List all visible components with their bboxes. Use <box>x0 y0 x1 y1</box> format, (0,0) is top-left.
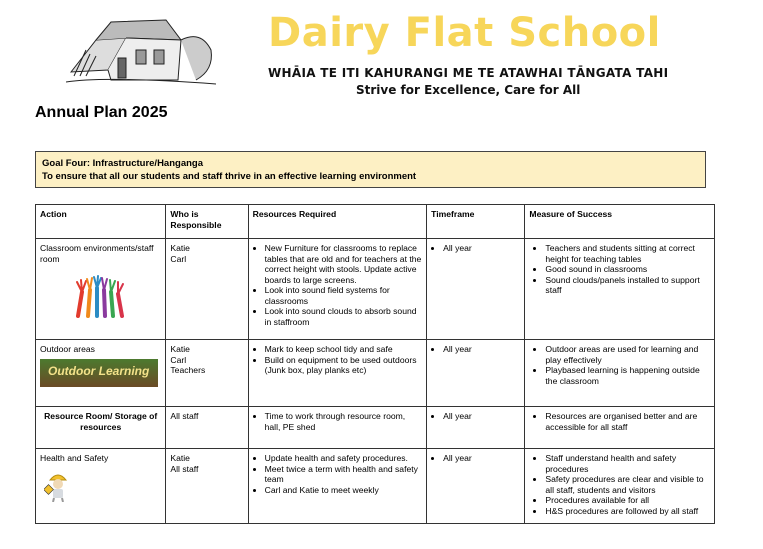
list-item: • Meet twice a term with health and safety team <box>265 464 423 485</box>
who-name: Carl <box>170 354 187 365</box>
resources-list <box>253 453 423 495</box>
list-item: • Teachers and students sitting at correct height for teaching tables <box>545 243 710 264</box>
list-item: • Update health and safety procedures. <box>265 453 423 464</box>
resources-list <box>253 411 423 432</box>
success-list <box>529 344 710 386</box>
list-item: • Good sound in classrooms <box>545 264 710 275</box>
list-item: • Sound clouds/panels installed to support staff <box>545 275 710 296</box>
header-who: Who is Responsible <box>166 205 248 239</box>
banner-label: Outdoor Learning <box>48 363 150 378</box>
action-cell: Resource Room/ Storage of resources <box>36 407 166 449</box>
success-cell <box>525 407 715 449</box>
resources-list <box>253 243 423 327</box>
who-name: Katie <box>170 243 190 253</box>
goal-description: To ensure that all our students and staff thrive in an effective learning environment <box>42 171 417 182</box>
who-name: Teachers <box>170 365 206 375</box>
success-list <box>529 411 710 432</box>
page-title: Annual Plan 2025 <box>35 104 168 121</box>
action-cell <box>36 239 166 340</box>
goal-box <box>35 151 706 188</box>
who-name: All staff <box>170 463 199 474</box>
school-motto-english: Strive for Excellence, Care for All <box>356 83 581 97</box>
resources-cell <box>248 407 427 449</box>
success-list <box>529 453 710 516</box>
list-item: • Resources are organised better and are accessible for all staff <box>545 411 710 432</box>
list-item: • Look into sound clouds to absorb sound in staffroom <box>265 306 423 327</box>
school-house-logo <box>66 10 216 90</box>
action-text: Health and Safety <box>40 453 109 463</box>
goal-heading: Goal Four: Infrastructure/Hanganga <box>42 158 203 169</box>
success-cell <box>525 449 715 524</box>
action-text: Outdoor areas <box>40 344 95 354</box>
table-row <box>36 449 715 524</box>
table-row <box>36 340 715 407</box>
raised-hands-image <box>70 272 130 318</box>
school-motto-maori: WHĀIA TE ITI KAHURANGI ME TE ATAWHAI TĀNGATA TAHI <box>268 66 669 80</box>
who-name: Katie <box>170 453 190 463</box>
list-item: • Safety procedures are clear and visible to all staff, students and visitors <box>545 474 710 495</box>
table-row <box>36 407 715 449</box>
resources-cell <box>248 340 427 407</box>
header-timeframe: Timeframe <box>427 205 525 239</box>
safety-worker-icon <box>44 470 72 502</box>
list-item: • Playbased learning is happening outside the classroom <box>545 365 710 386</box>
list-item: • All year <box>443 344 520 355</box>
list-item: • Time to work through resource room, hall, PE shed <box>265 411 423 432</box>
list-item: • All year <box>443 411 520 422</box>
action-cell <box>36 449 166 524</box>
who-name: Katie <box>170 344 190 354</box>
timeframe-cell <box>427 407 525 449</box>
list-item: • Carl and Katie to meet weekly <box>265 485 423 496</box>
resources-cell <box>248 449 427 524</box>
who-cell <box>166 407 248 449</box>
success-cell <box>525 340 715 407</box>
timeframe-cell <box>427 449 525 524</box>
table-row <box>36 239 715 340</box>
list-item: • All year <box>443 243 520 254</box>
table-header-row <box>36 205 715 239</box>
who-cell <box>166 449 248 524</box>
list-item: • All year <box>443 453 520 464</box>
action-text: Classroom environments/staff room <box>40 243 154 264</box>
who-name: Carl <box>170 253 187 264</box>
who-name: All staff <box>170 411 199 421</box>
success-list <box>529 243 710 296</box>
list-item: • H&S procedures are followed by all staff <box>545 506 710 517</box>
header-action: Action <box>36 205 166 239</box>
timeframe-cell <box>427 340 525 407</box>
list-item: • New Furniture for classrooms to replace tables that are old and for teachers at the correct height with stools. Update active boards to large screens. <box>265 243 423 285</box>
resources-list <box>253 344 423 376</box>
success-cell <box>525 239 715 340</box>
outdoor-learning-banner <box>40 359 158 387</box>
who-cell <box>166 239 248 340</box>
school-name: Dairy Flat School <box>268 10 661 56</box>
list-item: • Mark to keep school tidy and safe <box>265 344 423 355</box>
header-success: Measure of Success <box>525 205 715 239</box>
who-cell <box>166 340 248 407</box>
header-resources: Resources Required <box>248 205 427 239</box>
list-item: • Outdoor areas are used for learning and play effectively <box>545 344 710 365</box>
list-item: • Staff understand health and safety procedures <box>545 453 710 474</box>
timeframe-cell <box>427 239 525 340</box>
list-item: • Procedures available for all <box>545 495 710 506</box>
annual-plan-table <box>35 204 715 524</box>
list-item: • Look into sound field systems for classrooms <box>265 285 423 306</box>
list-item: • Build on equipment to be used outdoors (Junk box, play planks etc) <box>265 355 423 376</box>
action-cell <box>36 340 166 407</box>
resources-cell <box>248 239 427 340</box>
